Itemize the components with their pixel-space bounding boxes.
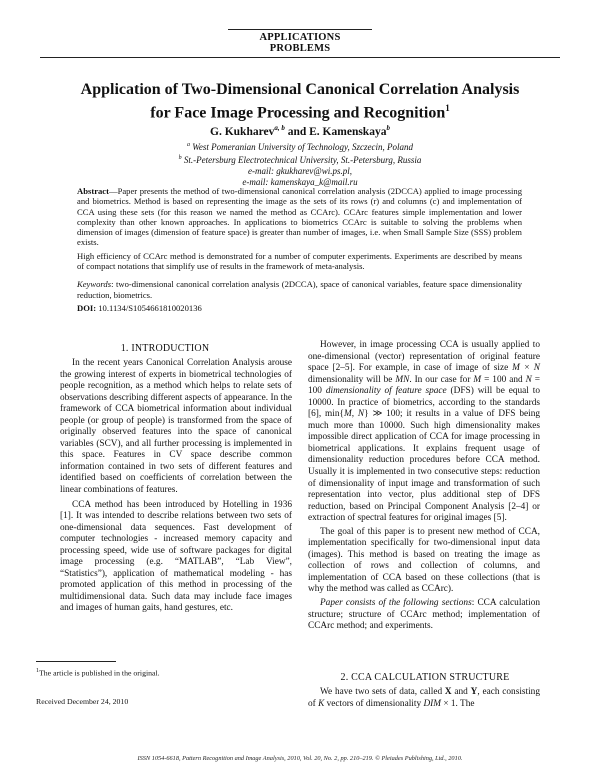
rp1-i: = 100 bbox=[308, 374, 540, 397]
email-1: e-mail: gkukharev@wi.ps.pl, bbox=[248, 166, 352, 176]
right-paragraph-1 bbox=[308, 340, 540, 525]
rp4-d: Y bbox=[470, 687, 478, 697]
rp1-j: dimensionality of feature space bbox=[325, 386, 447, 397]
footnote bbox=[36, 666, 286, 679]
rp1-f: M bbox=[473, 374, 482, 385]
email-2: e-mail: kamenskaya_k@mail.ru bbox=[242, 177, 358, 187]
rp4-a: We have two sets of data, called bbox=[320, 687, 445, 697]
rp4-e: , each consisting of bbox=[308, 687, 540, 709]
author-2: E. Kamenskaya bbox=[309, 125, 387, 138]
header-rule-bottom bbox=[40, 57, 560, 58]
rp1-l: M, N bbox=[343, 409, 365, 420]
rp1-e: . In our case for bbox=[409, 374, 474, 385]
header-line-1: APPLICATIONS bbox=[259, 32, 341, 43]
header-line-2: PROBLEMS bbox=[269, 43, 331, 54]
abstract-label: Abstract bbox=[77, 186, 109, 196]
abstract-paragraph-1 bbox=[77, 186, 522, 248]
rp4-h: DIM bbox=[423, 698, 441, 709]
section-2-paragraph-1 bbox=[308, 687, 540, 710]
right-paragraph-2: The goal of this paper is to present new method of CCA, implementation specifically for two-dimensional input data (images). This method is based on treating the image as collection of rows and collection of columns, and implementation of CCA based on these collections (that is why the method was called as CCArc). bbox=[308, 526, 540, 595]
author-list bbox=[0, 124, 600, 138]
right-column bbox=[308, 340, 540, 633]
section-2-text bbox=[308, 687, 540, 710]
received-date: Received December 24, 2010 bbox=[36, 697, 129, 706]
author-2-affil: b bbox=[386, 124, 390, 132]
abstract-paragraph-2: High efficiency of CCArc method is demonstrated for a number of computer experiments. Experiments are described by means of compact notations that simplify use of results in the framework of meta-analysis. bbox=[77, 250, 522, 272]
rp3-a: Paper consists of the following sections bbox=[320, 598, 472, 609]
intro-paragraph-1: In the recent years Canonical Correlation Analysis arouse the growing interest of experts in biometrical technologies of people recognition, as a method which helps to relate sets of observations describing different aspects of appearance. In the framework of CCA biometrical information about individual people (or group of people) is transformed from the space of originally observed features into the space of canonical variables (SCV), and all further processing is implemented in this space. Features in CV space describe common information contained in two sets of different features and identified based on coefficients of correlation between the linear combinations of features. bbox=[60, 358, 292, 496]
abstract-text: —Paper presents the method of two-dimensional canonical correlation analysis (2DCCA) applied to image processing and biometrics. Method is based on representing the image as the sets of its rows (r) and columns (c) and implementation of CCA using these sets (for this reason we named the method as CCArc). CCArc features simple implementation and lower complexity than other known approaches. In applications to biometrics CCArc is suitable to solving the problems when dimension of images (dimension of feature space) is greater than number of images, i.e. when Small Sample Size (SSS) problem exists. bbox=[77, 186, 522, 248]
left-column bbox=[60, 358, 292, 615]
affiliations bbox=[0, 140, 600, 188]
author-1-affil: a, b bbox=[274, 124, 285, 132]
paper-title bbox=[40, 80, 560, 122]
rp1-h: N bbox=[525, 374, 532, 385]
section-heading-cca-structure: 2. CCA CALCULATION STRUCTURE bbox=[340, 672, 510, 683]
rp1-m: } ≫ 100; it results in a value of DFS being much more than 10000. Such high dimensionality makes impossible direct application of CCA for image processing in biometrical applications. It explains frequent usage of dimensionality reduction procedures before CCA method. Usually it is implemented in two consecutive steps: reduction of dimensionality of input image and transformation of such representation into vector, plus additional step of DFS reduction, based on Principal Component Analysis [2–4] or extraction of spectral features for original images [5]. bbox=[308, 409, 540, 524]
affiliation-a-text: West Pomeranian University of Technology, Szczecin, Poland bbox=[192, 142, 414, 152]
rp4-c: and bbox=[451, 687, 471, 697]
rp1-d: MN bbox=[395, 374, 410, 385]
affiliation-b-text: St.-Petersburg Electrotechnical University, St.-Petersburg, Russia bbox=[183, 155, 422, 165]
keywords-label: Keywords bbox=[77, 279, 112, 290]
journal-footer: ISSN 1054-6618, Pattern Recognition and Image Analysis, 2010, Vol. 20, No. 2, pp. 210–219. © Pleiades Publishing, Ltd., 2010. bbox=[137, 755, 463, 762]
keywords-text: : two-dimensional canonical correlation analysis (2DCCA), space of canonical variables, feature space dimensionality reduction, biometrics. bbox=[77, 279, 522, 300]
keywords bbox=[77, 279, 522, 300]
affiliation-a-marker: a bbox=[186, 142, 190, 148]
section-heading-introduction: 1. INTRODUCTION bbox=[120, 343, 210, 354]
doi bbox=[77, 303, 522, 313]
title-line-2: for Face Image Processing and Recognition bbox=[150, 104, 446, 122]
author-and: and bbox=[284, 125, 310, 138]
rp1-c: dimensionality will be bbox=[308, 374, 396, 385]
rp1-g: = 100 and bbox=[481, 374, 526, 385]
doi-label: DOI: bbox=[77, 302, 97, 313]
rp4-i: × 1. The bbox=[441, 698, 475, 709]
affiliation-b-marker: b bbox=[178, 155, 182, 161]
rp1-b: M × N bbox=[512, 363, 541, 374]
footnote-text: The article is published in the original. bbox=[39, 668, 160, 678]
rp1-a: However, in image processing CCA is usually applied to one-dimensional (vector) representation of original feature space [2–5]. For example, in case of image of size bbox=[308, 340, 540, 374]
right-paragraph-3 bbox=[308, 598, 540, 633]
title-line-1: Application of Two-Dimensional Canonical Correlation Analysis bbox=[80, 81, 520, 98]
journal-section-header bbox=[0, 32, 600, 54]
footnote-rule bbox=[36, 661, 116, 662]
rp4-g: vectors of dimensionality bbox=[324, 698, 424, 709]
header-rule-top bbox=[228, 29, 372, 30]
rp4-f: K bbox=[318, 698, 325, 709]
affiliation-b bbox=[0, 153, 600, 166]
author-1: G. Kukharev bbox=[210, 125, 275, 138]
rp3-b: : CCA calculation structure; structure of CCArc method; implementation of CCArc method; and experiments. bbox=[308, 598, 540, 632]
intro-paragraph-2: CCA method has been introduced by Hotelling in 1936 [1]. It was intended to describe relations between two sets of one-dimensional data sequences. Fast development of computer technologies - increased memory capacity and processing speed, wide use of software packages for digital image processing (e.g. “MATLAB”, “Lab View”, “Statistics”), application of mathematical modeling - has promoted application of this method in processing of the multidimensional data. Such data may include face images and images of human gaits, hand gestures, etc. bbox=[60, 499, 292, 614]
rp4-b: X bbox=[444, 687, 452, 697]
title-footnote-marker: 1 bbox=[445, 103, 450, 113]
rp1-k: (DFS) will be equal to 10000. In practice of biometrics, according to the standards [6], min{ bbox=[308, 386, 540, 420]
doi-text: 10.1134/S1054661810020136 bbox=[96, 302, 202, 313]
abstract bbox=[77, 186, 522, 313]
affiliation-a bbox=[0, 140, 600, 153]
footnote-marker: 1 bbox=[36, 668, 39, 674]
